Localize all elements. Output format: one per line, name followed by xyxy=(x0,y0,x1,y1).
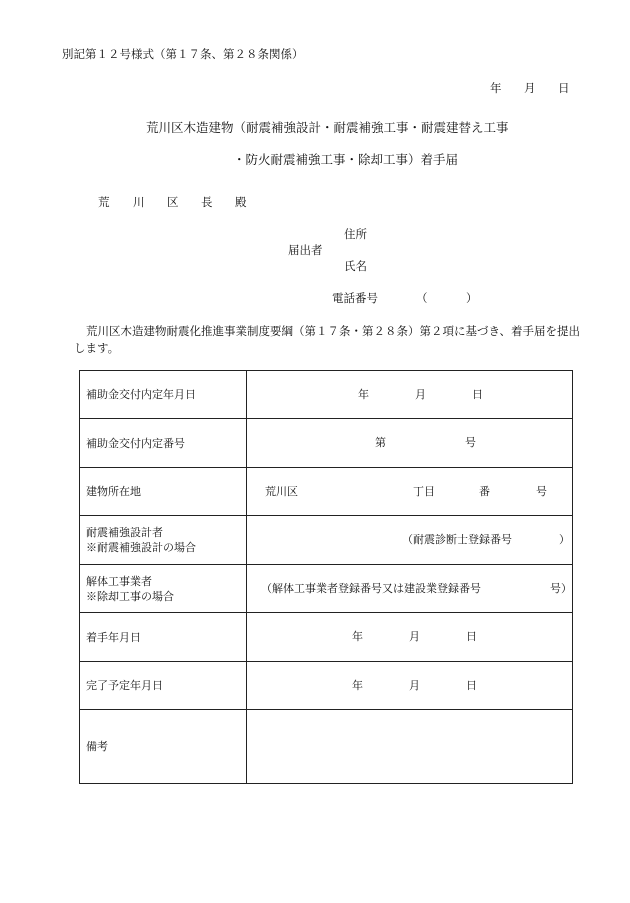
row-label: 補助金交付内定番号 xyxy=(80,419,247,468)
month-label: 月 xyxy=(409,679,420,692)
table-row xyxy=(80,613,573,662)
addressee-char: 殿 xyxy=(235,195,247,209)
month-label: 月 xyxy=(409,630,420,643)
ban-label: 番 xyxy=(479,485,490,498)
name-label: 氏名 xyxy=(344,259,367,273)
seismic-designer-field[interactable] xyxy=(247,516,573,565)
table-row xyxy=(80,662,573,710)
form-number: 別記第１２号様式（第１７条、第２８条関係） xyxy=(62,47,304,61)
grant-date-field[interactable] xyxy=(247,371,573,419)
phone-close-paren: ） xyxy=(466,291,478,305)
year-label: 年 xyxy=(358,388,369,401)
table-row xyxy=(80,710,573,784)
row-label: 補助金交付内定年月日 xyxy=(80,371,247,419)
body-text-line2: します。 xyxy=(74,341,120,355)
registration-close: 号） xyxy=(550,582,572,595)
body-text-line1: 荒川区木造建物耐震化推進事業制度要綱（第１７条・第２８条）第２項に基づき、着手届を提出 xyxy=(86,324,581,338)
row-label: 完了予定年月日 xyxy=(80,662,247,710)
row-label-note: ※除却工事の場合 xyxy=(86,589,174,603)
address-label: 住所 xyxy=(344,227,367,241)
completion-date-field[interactable] xyxy=(247,662,573,710)
row-label: 備考 xyxy=(80,710,247,784)
addressee-char: 長 xyxy=(201,195,213,209)
row-label: 建物所在地 xyxy=(80,468,247,516)
applicant-label: 届出者 xyxy=(288,243,323,257)
phone-label: 電話番号 xyxy=(332,291,378,305)
date-year-label: 年 xyxy=(490,81,502,95)
day-label: 日 xyxy=(466,630,477,643)
row-label-main: 耐震補強設計者 xyxy=(86,526,163,539)
table-row xyxy=(80,468,573,516)
number-prefix: 第 xyxy=(375,436,386,449)
row-label-note: ※耐震補強設計の場合 xyxy=(86,541,196,554)
remarks-field[interactable] xyxy=(247,710,573,784)
table-row xyxy=(80,419,573,468)
registration-close: ） xyxy=(559,533,570,546)
month-label: 月 xyxy=(415,388,426,401)
chome-label: 丁目 xyxy=(413,485,435,498)
document-title-line2: ・防火耐震補強工事・除却工事）着手届 xyxy=(233,152,459,167)
addressee-char: 区 xyxy=(167,195,179,209)
row-label xyxy=(80,565,247,613)
number-suffix: 号 xyxy=(465,436,476,449)
table-row xyxy=(80,565,573,613)
addressee-char: 荒 xyxy=(98,195,110,209)
phone-open-paren: （ xyxy=(416,291,428,305)
date-day-label: 日 xyxy=(558,81,570,95)
table-row xyxy=(80,516,573,565)
ward-label: 荒川区 xyxy=(265,485,298,498)
registration-note: （解体工事業者登録番号又は建設業登録番号 xyxy=(261,582,481,595)
building-location-field[interactable] xyxy=(247,468,573,516)
row-label xyxy=(80,516,247,565)
table-row xyxy=(80,371,573,419)
demolition-contractor-field[interactable] xyxy=(247,565,573,613)
application-table xyxy=(79,370,573,784)
year-label: 年 xyxy=(352,679,363,692)
addressee-char: 川 xyxy=(133,195,145,209)
row-label: 着手年月日 xyxy=(80,613,247,662)
row-label-main: 解体工事業者 xyxy=(86,574,152,588)
year-label: 年 xyxy=(352,630,363,643)
go-label: 号 xyxy=(536,485,547,498)
grant-number-field[interactable] xyxy=(247,419,573,468)
registration-note: （耐震診断士登録番号 xyxy=(402,533,512,546)
start-date-field[interactable] xyxy=(247,613,573,662)
document-title-line1: 荒川区木造建物（耐震補強設計・耐震補強工事・耐震建替え工事 xyxy=(146,120,509,135)
day-label: 日 xyxy=(472,388,483,401)
date-month-label: 月 xyxy=(524,81,536,95)
day-label: 日 xyxy=(466,679,477,692)
